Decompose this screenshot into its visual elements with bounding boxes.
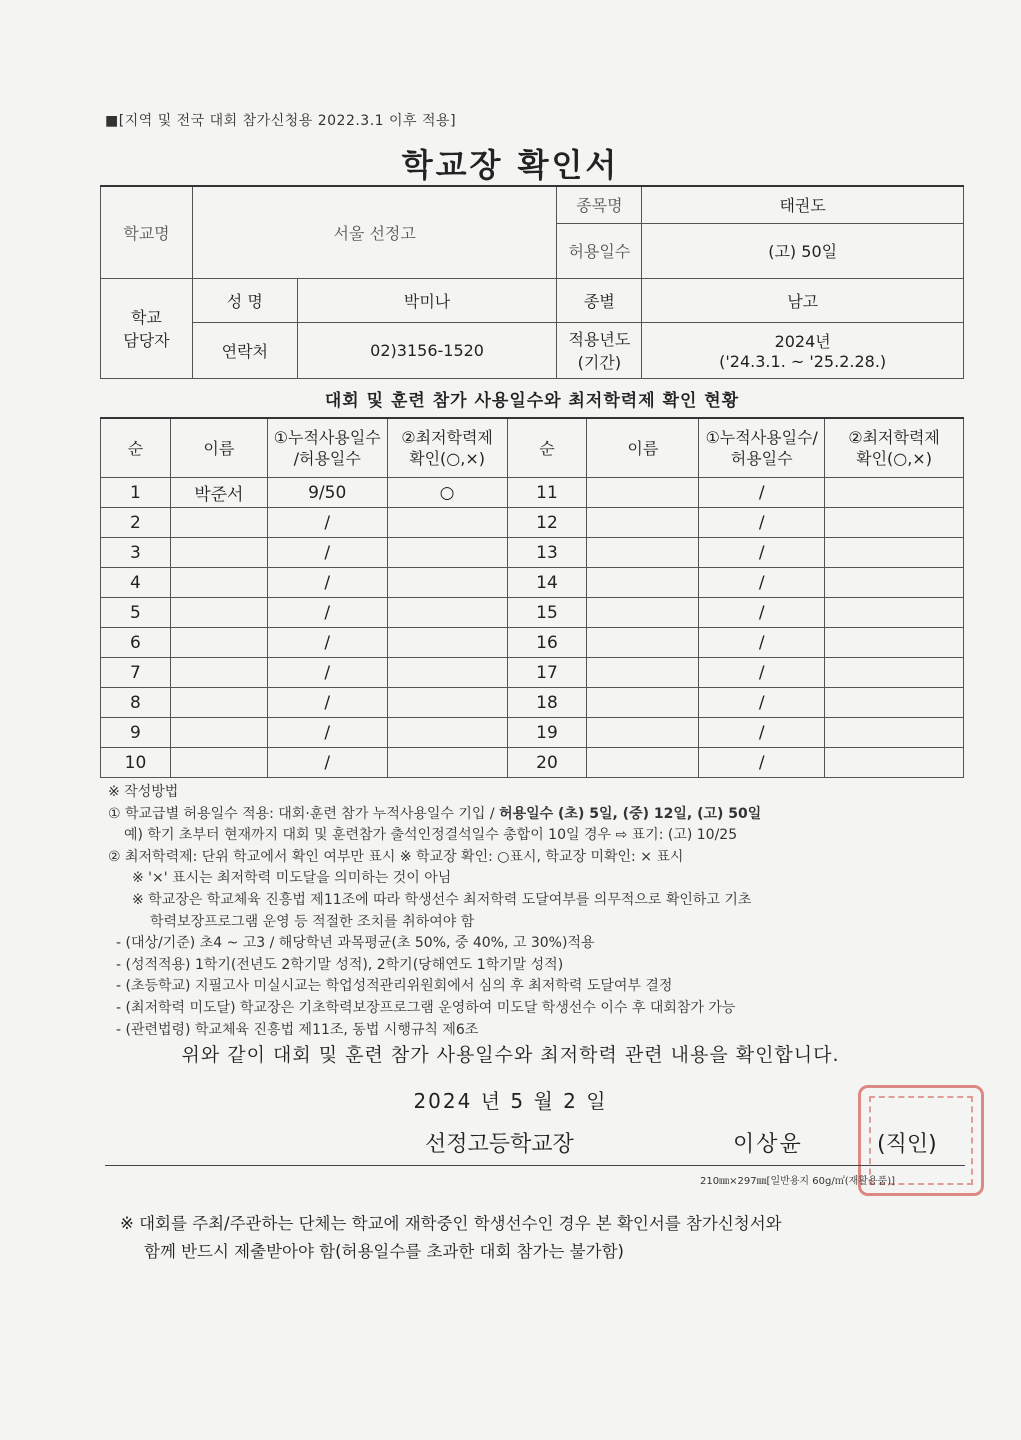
row-days: / bbox=[267, 598, 387, 628]
row-name bbox=[587, 568, 699, 598]
table-row bbox=[101, 628, 964, 658]
row-check bbox=[825, 748, 964, 778]
row-name bbox=[170, 598, 267, 628]
row-no: 6 bbox=[101, 628, 171, 658]
row-check bbox=[387, 598, 507, 628]
row-name bbox=[587, 508, 699, 538]
row-days: / bbox=[267, 538, 387, 568]
school-label: 학교명 bbox=[101, 186, 193, 278]
row-no: 7 bbox=[101, 658, 171, 688]
notes-line: - (대상/기준) 초4 ~ 고3 / 해당학년 과목평균(초 50%, 중 40%, 고 30%)적용 bbox=[116, 935, 595, 952]
row-name bbox=[587, 748, 699, 778]
notes-text: ① 학교급별 허용일수 적용: 대회·훈련 참가 누적사용일수 기입 / bbox=[108, 805, 500, 822]
row-days: / bbox=[699, 748, 825, 778]
name-value: 박미나 bbox=[297, 278, 557, 322]
col-check-right-line2: 확인(○,×) bbox=[856, 449, 932, 468]
row-no: 17 bbox=[507, 658, 587, 688]
row-days: / bbox=[699, 598, 825, 628]
row-name bbox=[170, 748, 267, 778]
page-title: 학교장 확인서 bbox=[401, 146, 620, 184]
col-no-right: 순 bbox=[507, 418, 587, 478]
row-check bbox=[387, 658, 507, 688]
notes-heading: ※ 작성방법 bbox=[108, 784, 179, 800]
row-days: / bbox=[267, 568, 387, 598]
contact-label-line2: 담당자 bbox=[123, 331, 170, 350]
row-no: 9 bbox=[101, 718, 171, 748]
status-table-header bbox=[101, 418, 964, 478]
table-row bbox=[101, 718, 964, 748]
table-row bbox=[101, 508, 964, 538]
footer-note bbox=[120, 1210, 970, 1266]
category-value: 남고 bbox=[642, 278, 964, 322]
row-days: 9/50 bbox=[267, 478, 387, 508]
row-no: 5 bbox=[101, 598, 171, 628]
notes-line: - (최저학력 미도달) 학교장은 기초학력보장프로그램 운영하여 미도달 학생선수 이수 후 대회참가 가능 bbox=[116, 999, 736, 1016]
row-no: 14 bbox=[507, 568, 587, 598]
row-name bbox=[170, 508, 267, 538]
row-no: 19 bbox=[507, 718, 587, 748]
notes-line: - (관련법령) 학교체육 진흥법 제11조, 동법 시행규칙 제6조 bbox=[116, 1021, 479, 1038]
row-check bbox=[387, 538, 507, 568]
notes-line: ※ '×' 표시는 최저학력 미도달을 의미하는 것이 아님 bbox=[132, 870, 452, 887]
row-check bbox=[387, 568, 507, 598]
row-no: 18 bbox=[507, 688, 587, 718]
row-check bbox=[387, 718, 507, 748]
year-label-line1: 적용년도 bbox=[568, 330, 631, 349]
row-check bbox=[825, 658, 964, 688]
year-value-line1: 2024년 bbox=[774, 332, 831, 351]
row-no: 8 bbox=[101, 688, 171, 718]
row-name bbox=[170, 658, 267, 688]
notes-line: ※ 학교장은 학교체육 진흥법 제11조에 따라 학생선수 최저학력 도달여부를 의무적으로 확인하고 기초 bbox=[132, 891, 752, 908]
signer-school: 선정고등학교장 bbox=[425, 1132, 574, 1157]
table-row bbox=[101, 538, 964, 568]
table-row bbox=[101, 658, 964, 688]
footer-line: 함께 반드시 제출받아야 함(허용일수를 초과한 대회 참가는 불가함) bbox=[144, 1242, 624, 1261]
row-name bbox=[170, 568, 267, 598]
col-check-left-line2: 확인(○,×) bbox=[409, 449, 485, 468]
phone-value: 02)3156-1520 bbox=[297, 322, 557, 378]
row-name bbox=[587, 538, 699, 568]
year-label bbox=[557, 322, 642, 378]
row-name bbox=[587, 688, 699, 718]
row-check bbox=[825, 508, 964, 538]
year-value bbox=[642, 322, 964, 378]
row-days: / bbox=[699, 718, 825, 748]
table-row bbox=[101, 748, 964, 778]
col-days-right-line1: ①누적사용일수/ bbox=[705, 428, 818, 447]
row-no: 10 bbox=[101, 748, 171, 778]
col-name-right: 이름 bbox=[587, 418, 699, 478]
row-days: / bbox=[267, 508, 387, 538]
row-name bbox=[587, 658, 699, 688]
school-value: 서울 선정고 bbox=[192, 186, 557, 278]
table-row bbox=[101, 688, 964, 718]
col-days-left-line1: ①누적사용일수 bbox=[273, 428, 381, 447]
row-name bbox=[587, 718, 699, 748]
row-days: / bbox=[267, 748, 387, 778]
status-table bbox=[100, 417, 964, 778]
col-check-left-line1: ②최저학력제 bbox=[401, 428, 493, 447]
row-check bbox=[387, 688, 507, 718]
row-name bbox=[587, 598, 699, 628]
notes-line: - (성적적용) 1학기(전년도 2학기말 성적), 2학기(당해연도 1학기말 성적) bbox=[116, 956, 564, 973]
row-no: 1 bbox=[101, 478, 171, 508]
row-no: 2 bbox=[101, 508, 171, 538]
contact-label bbox=[101, 278, 193, 378]
row-name bbox=[170, 628, 267, 658]
row-name bbox=[170, 688, 267, 718]
table-row bbox=[101, 598, 964, 628]
table-row bbox=[101, 478, 964, 508]
row-no: 3 bbox=[101, 538, 171, 568]
confirmation-statement: 위와 같이 대회 및 훈련 참가 사용일수와 최저학력 관련 내용을 확인합니다. bbox=[181, 1044, 840, 1066]
col-check-left bbox=[387, 418, 507, 478]
row-name bbox=[587, 478, 699, 508]
year-label-line2: (기간) bbox=[577, 353, 622, 372]
notes-line: 학력보장프로그램 운영 등 적절한 조치를 취하여야 함 bbox=[150, 913, 475, 930]
row-check bbox=[825, 538, 964, 568]
row-days: / bbox=[699, 478, 825, 508]
row-days: / bbox=[267, 628, 387, 658]
name-label: 성 명 bbox=[192, 278, 297, 322]
signer-name: 이상윤 bbox=[733, 1132, 803, 1157]
col-check-right bbox=[825, 418, 964, 478]
row-days: / bbox=[267, 688, 387, 718]
row-days: / bbox=[699, 508, 825, 538]
row-days: / bbox=[699, 628, 825, 658]
col-days-left bbox=[267, 418, 387, 478]
seal-label: (직인) bbox=[877, 1132, 937, 1157]
row-days: / bbox=[699, 658, 825, 688]
contact-label-line1: 학교 bbox=[130, 308, 162, 327]
writing-instructions bbox=[108, 782, 968, 1041]
table-row bbox=[101, 568, 964, 598]
row-no: 4 bbox=[101, 568, 171, 598]
row-check bbox=[825, 568, 964, 598]
header-note: ■[지역 및 전국 대회 참가신청용 2022.3.1 이후 적용] bbox=[105, 113, 457, 129]
row-no: 16 bbox=[507, 628, 587, 658]
category-label: 종별 bbox=[557, 278, 642, 322]
col-days-left-line2: /허용일수 bbox=[293, 449, 361, 468]
notes-bold-text: 허용일수 (초) 5일, (중) 12일, (고) 50일 bbox=[499, 805, 762, 822]
row-check bbox=[387, 508, 507, 538]
sport-value: 태권도 bbox=[642, 186, 964, 223]
col-check-right-line1: ②최저학력제 bbox=[848, 428, 940, 447]
row-check bbox=[387, 748, 507, 778]
row-check bbox=[825, 628, 964, 658]
footer-line: ※ 대회를 주최/주관하는 단체는 학교에 재학중인 학생선수인 경우 본 확인서를 참가신청서와 bbox=[120, 1214, 782, 1233]
row-check bbox=[825, 688, 964, 718]
row-check bbox=[825, 478, 964, 508]
info-table bbox=[100, 185, 964, 379]
row-no: 15 bbox=[507, 598, 587, 628]
phone-label: 연락처 bbox=[192, 322, 297, 378]
row-check bbox=[825, 598, 964, 628]
row-no: 12 bbox=[507, 508, 587, 538]
notes-line: 예) 학기 초부터 현재까지 대회 및 훈련참가 출석인정결석일수 총합이 10일 경우 ⇨ 표기: (고) 10/25 bbox=[124, 827, 738, 844]
allow-label: 허용일수 bbox=[557, 223, 642, 278]
row-days: / bbox=[699, 688, 825, 718]
col-days-right-line2: 허용일수 bbox=[730, 449, 793, 468]
notes-line: ② 최저학력제: 단위 학교에서 확인 여부만 표시 ※ 학교장 확인: ○표시, 학교장 미확인: × 표시 bbox=[108, 848, 684, 865]
col-days-right bbox=[699, 418, 825, 478]
row-name: 박준서 bbox=[170, 478, 267, 508]
row-days: / bbox=[267, 718, 387, 748]
divider bbox=[105, 1165, 965, 1166]
row-days: / bbox=[699, 538, 825, 568]
row-no: 13 bbox=[507, 538, 587, 568]
issue-date: 2024 년 5 월 2 일 bbox=[413, 1089, 608, 1113]
sport-label: 종목명 bbox=[557, 186, 642, 223]
year-value-line2: ('24.3.1. ~ '25.2.28.) bbox=[719, 352, 887, 371]
paper-spec: 210㎜×297㎜[일반용지 60g/㎡(재활용품)] bbox=[700, 1176, 896, 1187]
allow-value: (고) 50일 bbox=[642, 223, 964, 278]
row-no: 20 bbox=[507, 748, 587, 778]
notes-line bbox=[108, 804, 968, 826]
col-no-left: 순 bbox=[101, 418, 171, 478]
row-no: 11 bbox=[507, 478, 587, 508]
row-check bbox=[387, 628, 507, 658]
col-name-left: 이름 bbox=[170, 418, 267, 478]
row-name bbox=[587, 628, 699, 658]
status-title: 대회 및 훈련 참가 사용일수와 최저학력제 확인 현황 bbox=[324, 391, 740, 411]
row-days: / bbox=[267, 658, 387, 688]
notes-line: - (초등학교) 지필고사 미실시교는 학업성적관리위원회에서 심의 후 최저학력 도달여부 결정 bbox=[116, 978, 673, 995]
row-check: ○ bbox=[387, 478, 507, 508]
row-name bbox=[170, 538, 267, 568]
row-name bbox=[170, 718, 267, 748]
row-check bbox=[825, 718, 964, 748]
row-days: / bbox=[699, 568, 825, 598]
